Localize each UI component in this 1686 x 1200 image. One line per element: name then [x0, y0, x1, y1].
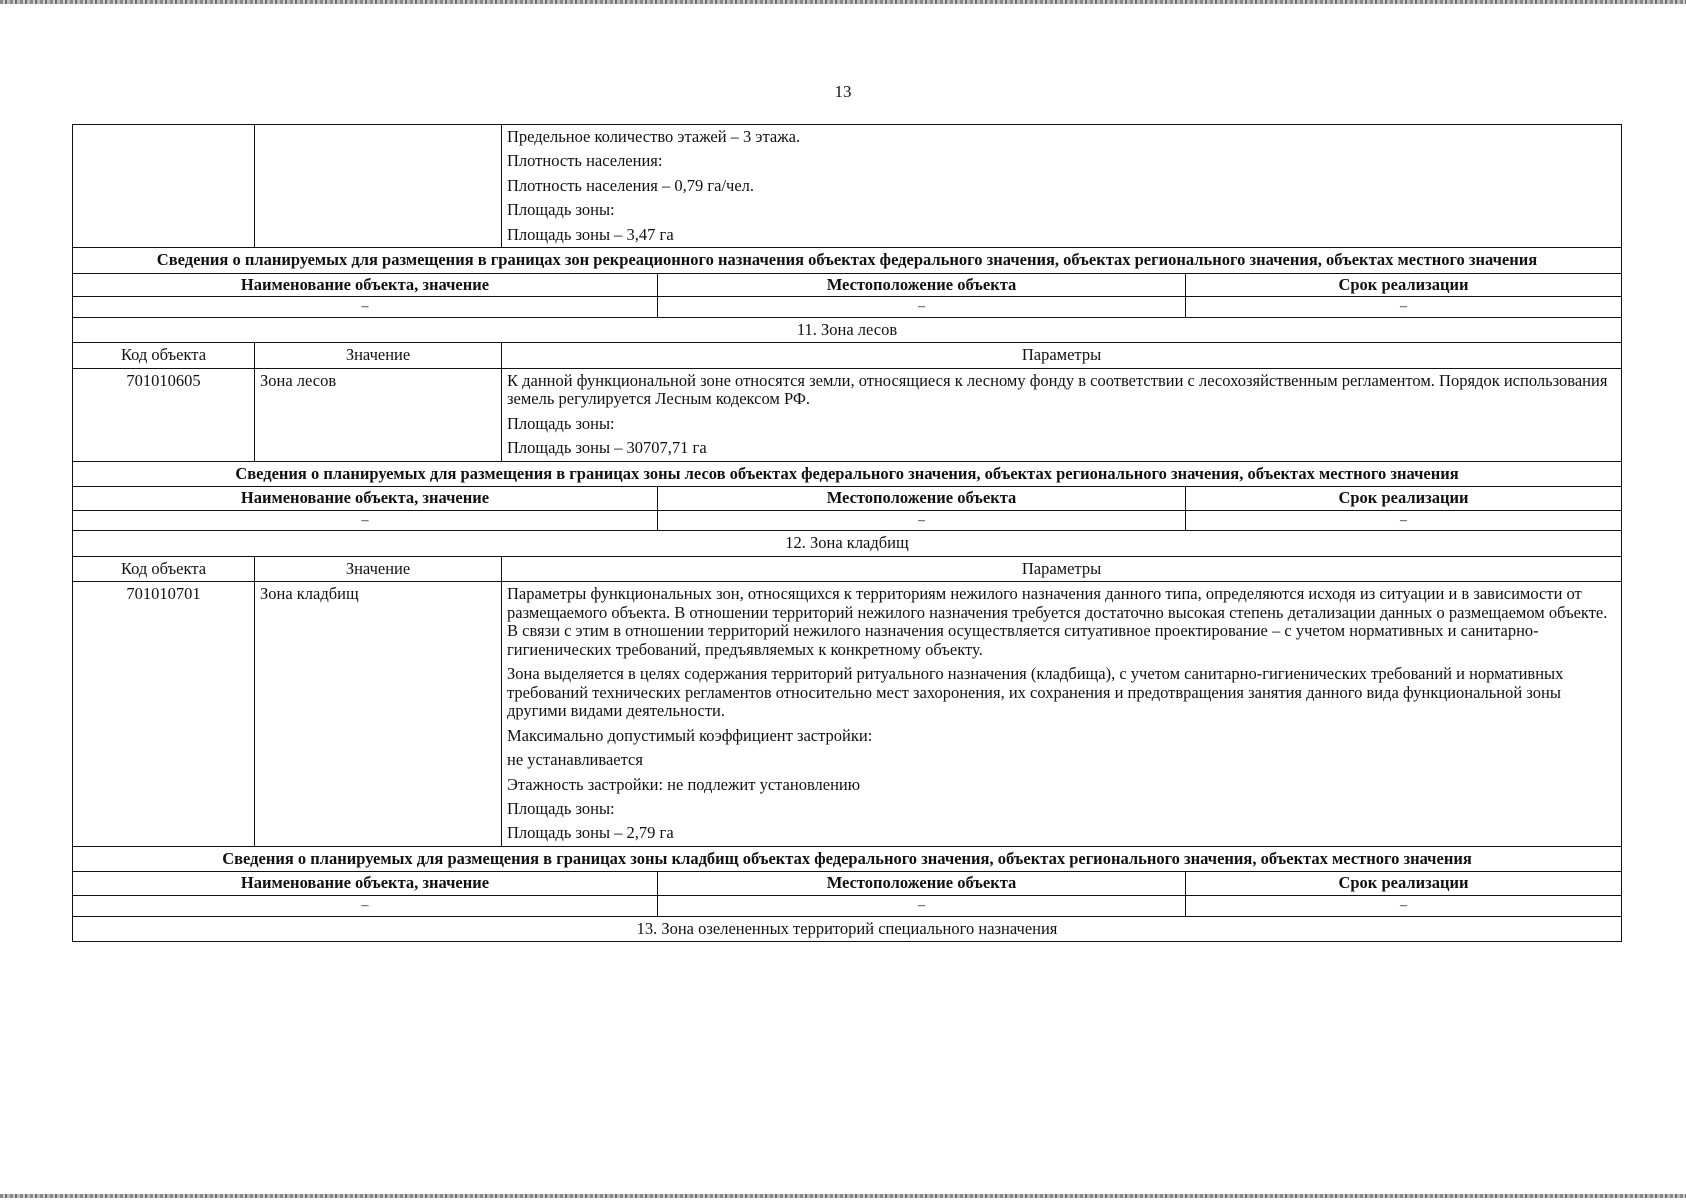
- param-text: Площадь зоны:: [507, 200, 615, 220]
- param-text: Зона выделяется в целях содержания территорий ритуального назначения (кладбища), с учетом санитарно-гигиенических требований и нормативных требований технических регламентов относительно мест захоронения, их сохранения и предотвращения занятия данного вида функциональной зоны другими видами деятельности.: [507, 664, 1564, 721]
- param-text: не устанавливается: [507, 750, 643, 770]
- param-text: Параметры функциональных зон, относящихся к территориям нежилого назначения данного типа, определяются исходя из ситуации и в зависимости от размещаемого объекта. В отношении территорий нежилого назначения требуется достаточно высокая степень детализации данных о размещаемом объекте. В связи с этим в отношении территорий нежилого назначения осуществляется ситуативное проектирование – с учетом нормативных и санитарно-гигиенических требований, предъявляемых к конкретному объекту.: [507, 584, 1608, 659]
- header-code: Код объекта: [73, 343, 255, 367]
- header-name: Значение: [255, 343, 502, 367]
- param-text: Максимально допустимый коэффициент застройки:: [507, 725, 873, 745]
- header-object-location: Местоположение объекта: [658, 487, 1186, 509]
- zone11-objects-header: [72, 487, 1622, 510]
- header-object-name: Наименование объекта, значение: [73, 872, 658, 894]
- param-text: Плотность населения – 0,79 га/чел.: [507, 175, 755, 195]
- param-text: Площадь зоны – 3,47 га: [507, 224, 674, 244]
- zone12-params-cell: [502, 582, 1621, 846]
- param-text: К данной функциональной зоне относятся земли, относящиеся к лесному фонду в соответствии с лесохозяйственным регламентом. Порядок использования земель регулируется Лесным кодексом РФ.: [507, 370, 1608, 409]
- scan-edge-top: [0, 0, 1686, 4]
- param-text: Площадь зоны:: [507, 413, 615, 433]
- zone11-params-cell: [502, 369, 1621, 461]
- scan-edge-bottom: [0, 1194, 1686, 1198]
- zone11-header: [72, 343, 1622, 368]
- page-number: 13: [834, 82, 852, 101]
- zone11-objects-row: [72, 511, 1622, 532]
- param-text: Плотность населения:: [507, 151, 663, 171]
- zone12-code: 701010701: [73, 582, 255, 846]
- param-text: Этажность застройки: не подлежит установлению: [507, 774, 861, 794]
- header-object-name: Наименование объекта, значение: [73, 274, 658, 296]
- zone10-code-cell: [73, 125, 255, 247]
- value-object-location: –: [658, 896, 1186, 916]
- recreation-objects-row: [72, 297, 1622, 318]
- zone12-objects-row: [72, 896, 1622, 917]
- header-implementation-term: Срок реализации: [1338, 274, 1469, 294]
- header-params: Параметры: [1021, 558, 1102, 578]
- header-object-location: Местоположение объекта: [658, 872, 1186, 894]
- value-object-location: –: [658, 511, 1186, 531]
- zone12-header: [72, 557, 1622, 582]
- param-text: Площадь зоны – 2,79 га: [507, 823, 674, 843]
- value-implementation-term: –: [1400, 897, 1407, 913]
- param-text: Площадь зоны – 30707,71 га: [507, 438, 707, 458]
- zone11-code: 701010605: [73, 369, 255, 461]
- param-text: Площадь зоны:: [507, 799, 615, 818]
- zone10-params-cell: [502, 125, 1621, 247]
- zone12-title: 12. Зона кладбищ: [72, 531, 1622, 556]
- zone11-name: Зона лесов: [255, 369, 502, 461]
- zone11-row: [72, 369, 1622, 462]
- value-implementation-term: –: [1400, 299, 1407, 315]
- zone10-name-cell: [255, 125, 502, 247]
- header-params: Параметры: [1021, 345, 1102, 365]
- param-text: Предельное количество этажей – 3 этажа.: [507, 127, 801, 146]
- zone12-objects-header: [72, 872, 1622, 895]
- zone10-params-row: [72, 124, 1622, 248]
- zone12-name: Зона кладбищ: [255, 582, 502, 846]
- value-object-name: –: [73, 896, 658, 916]
- zone12-info-title: Сведения о планируемых для размещения в границах зоны кладбищ объектах федерального значения, объектах регионального значения, объектах местного значения: [72, 847, 1622, 872]
- zone12-row: [72, 582, 1622, 847]
- value-object-name: –: [73, 297, 658, 317]
- recreation-info-title: Сведения о планируемых для размещения в границах зон рекреационного назначения объектах федерального значения, объектах регионального значения, объектах местного значения: [72, 248, 1622, 273]
- header-implementation-term: Срок реализации: [1338, 488, 1469, 508]
- value-implementation-term: –: [1400, 512, 1407, 528]
- recreation-objects-header: [72, 274, 1622, 297]
- zones-table: [72, 124, 1622, 942]
- zone13-title: 13. Зона озелененных территорий специального назначения: [72, 917, 1622, 942]
- header-object-name: Наименование объекта, значение: [73, 487, 658, 509]
- header-implementation-term: Срок реализации: [1338, 873, 1469, 893]
- value-object-location: –: [658, 297, 1186, 317]
- header-code: Код объекта: [73, 557, 255, 581]
- header-name: Значение: [255, 557, 502, 581]
- zone11-info-title: Сведения о планируемых для размещения в границах зоны лесов объектах федерального значения, объектах регионального значения, объектах местного значения: [72, 462, 1622, 487]
- value-object-name: –: [73, 511, 658, 531]
- zone11-title: 11. Зона лесов: [72, 318, 1622, 343]
- header-object-location: Местоположение объекта: [658, 274, 1186, 296]
